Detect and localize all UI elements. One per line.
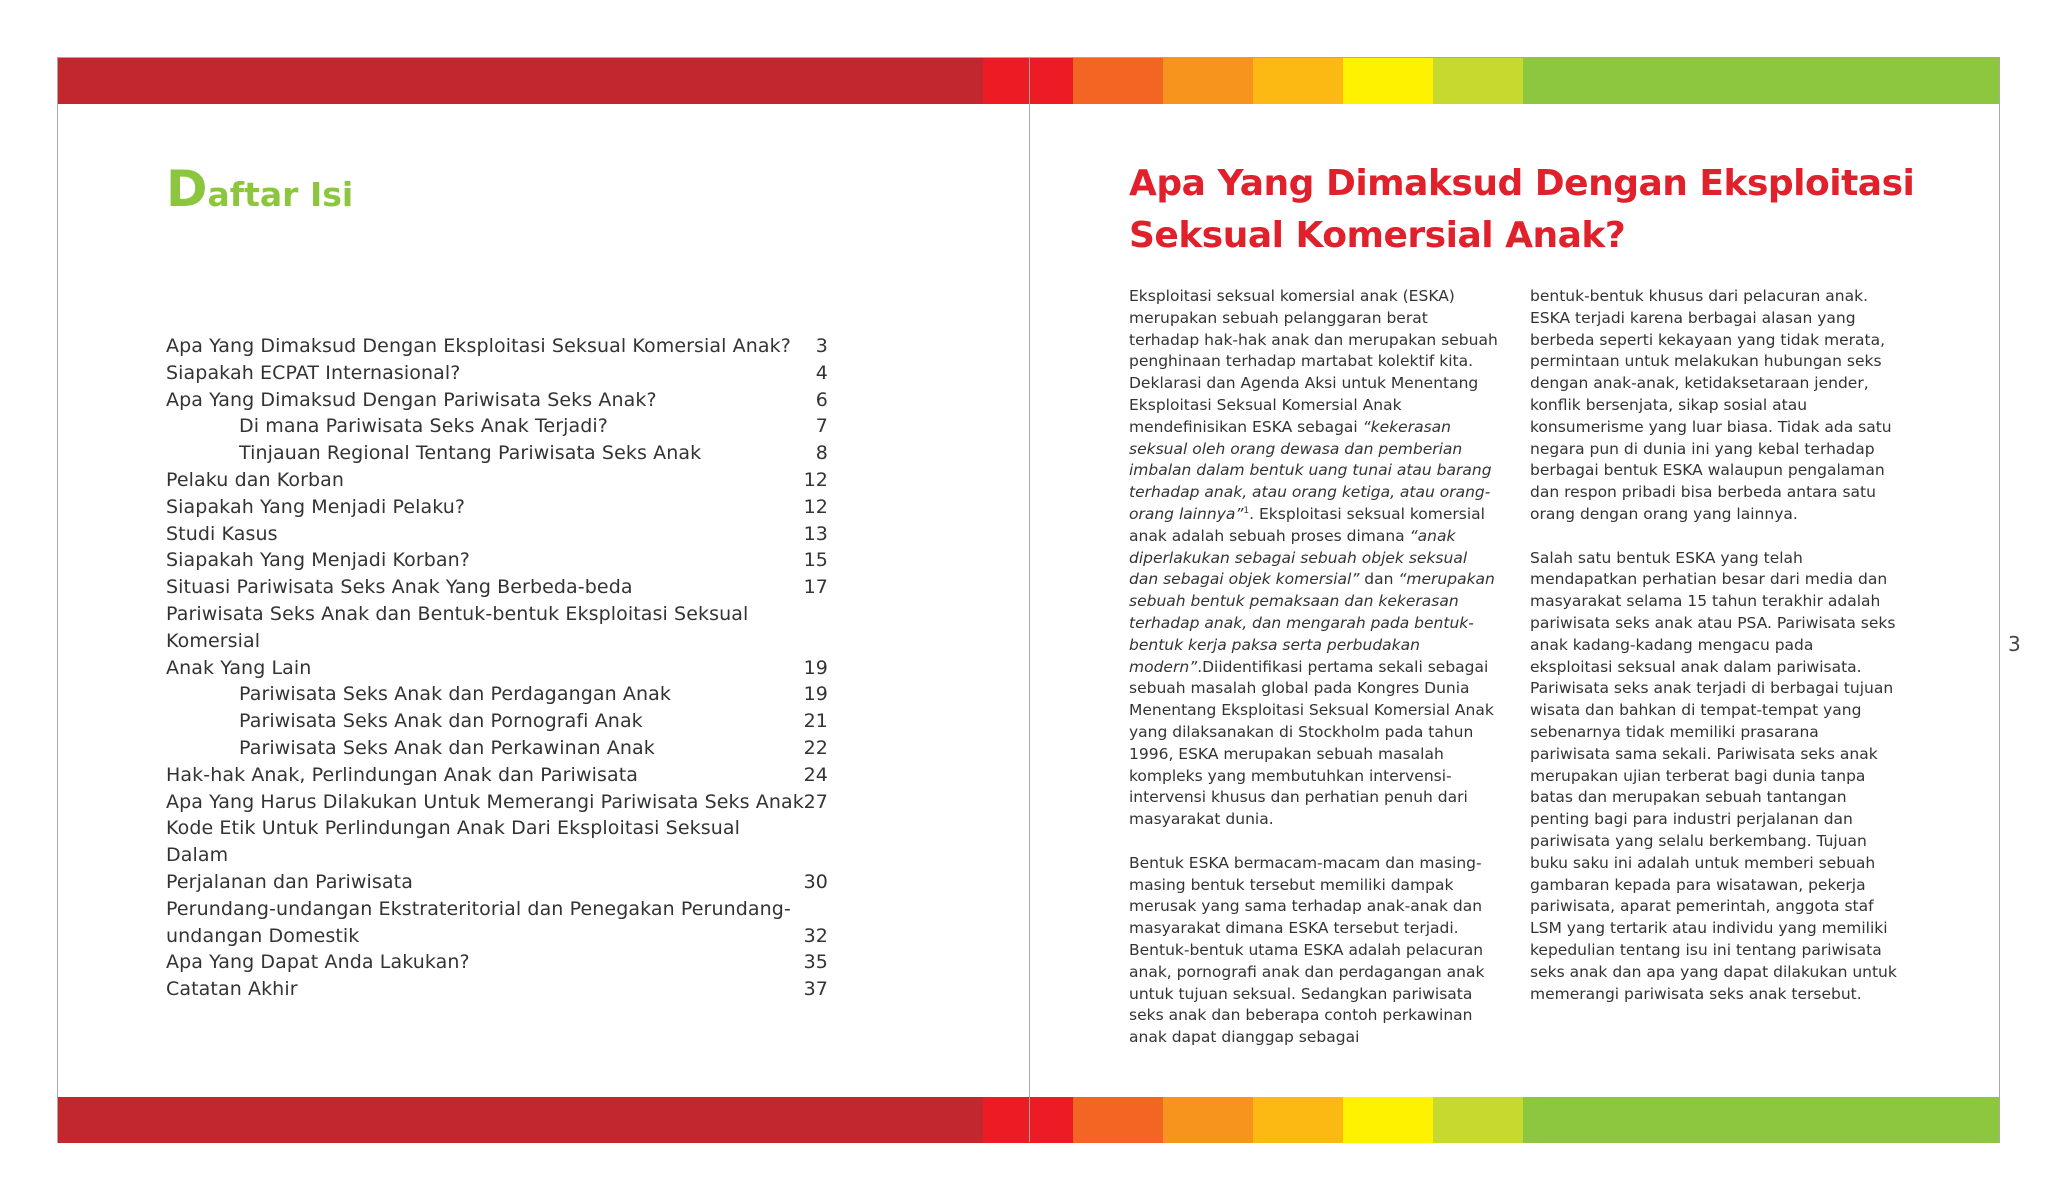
article-paragraph-3: Salah satu bentuk ESKA yang telah mendapatkan perhatian besar dari media dan masyarakat selama 15 tahun terakhir adalah pariwisata seks anak atau PSA. Pariwisata seks anak kadang-kadang mengacu pada eksploitasi seksual anak dalam pariwisata. Pariwisata seks anak terjadi di berbagai tujuan wisata dan bahkan di tempat-tempat yang sebenarnya tidak memiliki prasarana pariwisata sama sekali. Pariwisata seks anak merupakan ujian terberat bagi dunia tanpa batas dan merupakan sebuah tantangan penting bagi para industri perjalanan dan pariwisata yang selalu berkembang. Tujuan buku saku ini adalah untuk memberi sebuah gambaran kepada para wisatawan, pekerja pariwisata, aparat pemerintah, anggota staf LSM yang tertarik atau individu yang memiliki kepedulian tentang isu ini tentang pariwisata seks anak dan apa yang dapat dilakukan untuk memerangi pariwisata seks anak tersebut. (1530, 548, 1897, 1003)
toc-entry-title: Apa Yang Dimaksud Dengan Pariwisata Seks Anak? (166, 388, 657, 411)
toc-entry-page: 4 (815, 361, 828, 384)
toc-entry-page: 24 (803, 763, 828, 786)
right-page-article (1030, 58, 2021, 1142)
toc-entry-title: undangan Domestik (166, 924, 360, 947)
toc-entry-page: 21 (803, 710, 828, 733)
toc-entry-title: Pariwisata Seks Anak dan Bentuk-bentuk Eksploitasi Seksual Komersial (166, 602, 749, 652)
toc-entry-title: Tinjauan Regional Tentang Pariwisata Seks Anak (239, 442, 702, 465)
paragraph-text: Eksploitasi seksual komersial anak (ESKA) merupakan sebuah pelanggaran berat terhadap hak-hak anak dan merupakan sebuah penghinaan terhadap martabat kolektif kita. Deklarasi dan Agenda Aksi untuk Menentang Eksploitasi Seksual Komersial Anak mendefinisikan ESKA sebagai (1129, 287, 1498, 436)
toc-entry[interactable] (166, 949, 916, 976)
toc-entry[interactable] (166, 681, 916, 708)
toc-entry[interactable] (166, 655, 916, 682)
toc-entry-title: Apa Yang Dimaksud Dengan Eksploitasi Seksual Komersial Anak? (166, 335, 791, 357)
toc-entry-page: 17 (803, 576, 828, 599)
toc-entry-page: 19 (803, 656, 828, 679)
quote-definition: “kekerasan seksual oleh orang dewasa dan pemberian imbalan dalam bentuk uang tunai atau barang terhadap anak, atau orang ketiga, atau orang-orang lainnya” (1129, 417, 1492, 523)
quote-object: “anak diperlakukan sebagai sebuah objek seksual dan sebagai objek komersial” (1129, 526, 1468, 589)
article-column-1 (1129, 286, 1499, 1071)
toc-entry[interactable] (166, 869, 916, 896)
toc-entry[interactable] (166, 360, 916, 387)
toc-entry[interactable] (166, 413, 916, 440)
toc-entry-title: Siapakah ECPAT Internasional? (166, 361, 461, 384)
toc-entry[interactable] (166, 601, 916, 655)
toc-entry-page: 6 (815, 388, 828, 411)
article-title-line-2: Seksual Komersial Anak? (1129, 215, 1626, 256)
toc-entry-title: Studi Kasus (166, 522, 278, 545)
toc-entry-title: Pariwisata Seks Anak dan Perdagangan Anak (239, 683, 671, 706)
toc-entry-page: 37 (803, 978, 828, 1001)
toc-entry-title: Perundang-undangan Ekstrateritorial dan Penegakan Perundang- (166, 897, 791, 920)
paragraph-text: .Diidentifikasi pertama sekali sebagai sebuah masalah global pada Kongres Dunia Menentang Eksploitasi Seksual Komersial Anak yang dilaksanakan di Stockholm pada tahun 1996, ESKA merupakan sebuah masalah kompleks yang membutuhkan intervensi-intervensi khusus dan perhatian penuh dari masyarakat dunia. (1129, 657, 1494, 829)
toc-entry[interactable] (166, 467, 916, 494)
toc-heading-initial: D (166, 160, 208, 218)
book-spread (57, 57, 2021, 1143)
article-title-line-1: Apa Yang Dimaksud Dengan Eksploitasi (1129, 163, 1915, 204)
toc-entry-page: 12 (803, 495, 828, 518)
toc-entry[interactable] (166, 923, 916, 950)
quote-coercion: “merupakan sebuah bentuk pemaksaan dan kekerasan terhadap anak, dan mengarah pada bentuk-bentuk kerja paksa serta perbudakan modern” (1129, 570, 1495, 676)
toc-entry[interactable] (166, 333, 916, 360)
article-column-2 (1530, 286, 1900, 1027)
page-number: 3 (2008, 632, 2021, 656)
toc-entry-title: Perjalanan dan Pariwisata (166, 870, 413, 893)
toc-entry-title: Kode Etik Untuk Perlindungan Anak Dari Eksploitasi Seksual Dalam (166, 817, 740, 867)
article-paragraph-2-continued: bentuk-bentuk khusus dari pelacuran anak. ESKA terjadi karena berbagai alasan yang berbeda seperti kekayaan yang tidak merata, permintaan untuk melakukan hubungan seks dengan anak-anak, ketidaksetaraan jender, konflik bersenjata, sikap sosial atau konsumerisme yang luar biasa. Tidak ada satu negara pun di dunia ini yang kebal terhadap berbagai bentuk ESKA walaupun pengalaman dan respon pribadi bisa berbeda antara satu orang dengan orang yang lainnya. (1530, 287, 1892, 523)
toc-entry-title: Catatan Akhir (166, 978, 298, 1001)
toc-list (166, 333, 916, 1003)
toc-entry-page: 27 (803, 790, 828, 813)
toc-entry[interactable] (166, 708, 916, 735)
toc-entry[interactable] (166, 440, 916, 467)
toc-entry-page: 19 (803, 683, 828, 706)
footnote-marker: 1 (1243, 505, 1250, 516)
toc-entry-title: Siapakah Yang Menjadi Korban? (166, 549, 470, 572)
toc-entry[interactable] (166, 762, 916, 789)
toc-entry-page: 30 (803, 870, 828, 893)
toc-entry-page: 3 (815, 335, 828, 357)
toc-entry-page: 12 (803, 468, 828, 491)
toc-heading-rest: aftar Isi (207, 175, 354, 214)
toc-entry[interactable] (166, 735, 916, 762)
toc-entry-page: 13 (803, 522, 828, 545)
toc-entry-page: 22 (803, 736, 828, 759)
toc-entry-title: Pariwisata Seks Anak dan Pornografi Anak (239, 710, 643, 733)
toc-entry[interactable] (166, 387, 916, 414)
paragraph-text: dan (1359, 570, 1399, 589)
toc-entry-page: 15 (803, 549, 828, 572)
toc-entry[interactable] (166, 815, 916, 869)
toc-entry-page: 8 (815, 442, 828, 465)
toc-entry-title: Siapakah Yang Menjadi Pelaku? (166, 495, 466, 518)
article-paragraph-1 (1129, 286, 1499, 831)
toc-heading (166, 160, 353, 218)
toc-entry-page: 35 (803, 951, 828, 974)
toc-entry-title: Di mana Pariwisata Seks Anak Terjadi? (239, 415, 608, 438)
toc-entry-page: 7 (815, 415, 828, 438)
toc-entry-title: Apa Yang Dapat Anda Lakukan? (166, 951, 470, 974)
paragraph-text: . Eksploitasi seksual komersial anak adalah sebuah proses dimana (1129, 504, 1485, 545)
article-paragraph-2: Bentuk ESKA bermacam-macam dan masing-masing bentuk tersebut memiliki dampak merusak yang sama terhadap anak-anak dan masyarakat dimana ESKA tersebut terjadi. Bentuk-bentuk utama ESKA adalah pelacuran anak, pornografi anak dan perdagangan anak untuk tujuan seksual. Sedangkan pariwisata seks anak dan beberapa contoh perkawinan anak dapat dianggap sebagai (1129, 853, 1485, 1047)
toc-entry-title: Hak-hak Anak, Perlindungan Anak dan Pariwisata (166, 763, 638, 786)
toc-entry-title: Pelaku dan Korban (166, 468, 345, 491)
toc-entry[interactable] (166, 574, 916, 601)
article-title (1129, 158, 1914, 262)
toc-entry-title: Apa Yang Harus Dilakukan Untuk Memerangi Pariwisata Seks Anak (166, 790, 804, 813)
toc-entry-title: Situasi Pariwisata Seks Anak Yang Berbeda-beda (166, 576, 633, 599)
toc-entry[interactable] (166, 547, 916, 574)
toc-entry[interactable] (166, 976, 916, 1003)
toc-entry-page: 32 (803, 924, 828, 947)
toc-entry-title: Anak Yang Lain (166, 656, 312, 679)
toc-entry[interactable] (166, 896, 916, 923)
toc-entry-title: Pariwisata Seks Anak dan Perkawinan Anak (239, 736, 655, 759)
toc-entry[interactable] (166, 789, 916, 816)
toc-entry[interactable] (166, 521, 916, 548)
left-page-toc (58, 58, 1029, 1142)
toc-entry[interactable] (166, 494, 916, 521)
